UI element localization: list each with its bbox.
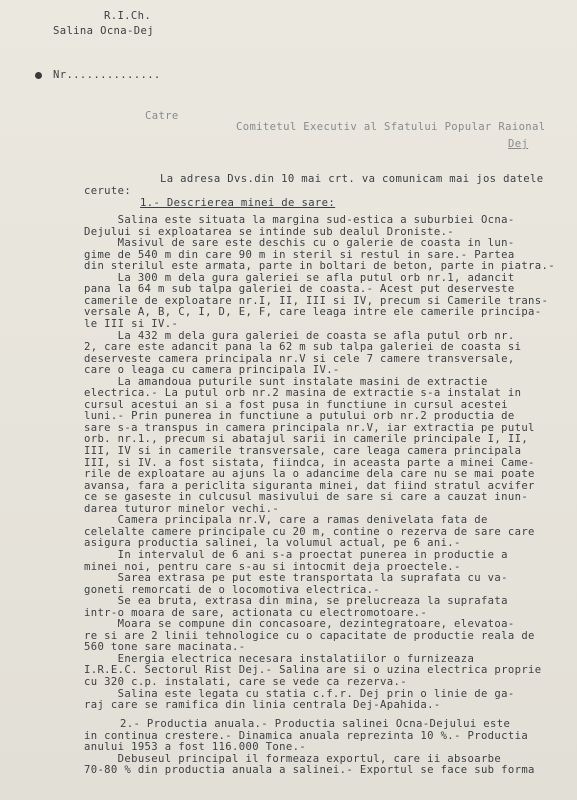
- body-line: Moara se compune din concasoare, dezintegratoare, elevatoa-: [84, 618, 515, 631]
- addressee-prefix: Catre: [145, 110, 179, 122]
- body-line: 560 tone sare macinata.-: [84, 641, 246, 654]
- intro-line-2: cerute:: [84, 185, 132, 197]
- section-2-line: in continua crestere.- Dinamica anuala reprezinta 10 %.- Productia: [84, 729, 529, 742]
- body-line: le III si IV.-: [84, 317, 179, 330]
- section-2-line: 70-80 % din productia anuala a salinei.- Exportul se face sub forma: [84, 764, 535, 777]
- body-line: III, si IV. a fost sistata, fiindca, in aceasta parte a minei Came-: [84, 456, 535, 469]
- body-line: celelalte camere principale cu 20 m, contine o rezerva de sare care: [84, 525, 535, 538]
- body-line: Energia electrica necesara instalatiilor o furnizeaza: [84, 652, 475, 665]
- body-line: III, IV si in camerile transversale, care leaga camera principala: [84, 445, 522, 457]
- body-line: Dejului si exploatarea se intinde sub dealul Droniste.-: [84, 225, 455, 238]
- body-line: La 300 m dela gura galeriei se afla putul orb nr.1, adancit: [84, 271, 515, 284]
- body-line: In intervalul de 6 ani s-a proectat punerea in productie a: [84, 548, 508, 561]
- body-line: darea tuturor minelor vechi.-: [84, 502, 280, 515]
- body-line: pana la 64 m sub talpa galeriei de coasta.- Acest put deserveste: [84, 283, 515, 296]
- body-line: versale A, B, C, I, D, E, F, care leaga intre ele camerile principa-: [84, 306, 542, 319]
- body-line: deserveste camera principala nr.V si cele 7 camere transversale,: [84, 352, 515, 365]
- body-line: Salina este situata la margina sud-estica a suburbiei Ocna-: [84, 214, 515, 226]
- addressee-name: Comitetul Executiv al Sfatului Popular Raional: [236, 121, 546, 133]
- body-line: din sterilul este armata, parte in boltari de beton, parte in piatra.-: [84, 260, 555, 273]
- body-line: Salina este legata cu statia c.f.r. Dej prin o linie de ga-: [84, 687, 515, 700]
- body-line: orb. nr.1., precum si abatajul sarii in camerile principale I, II,: [84, 433, 529, 446]
- intro-line-1: La adresa Dvs.din 10 mai crt. va comunicam mai jos datele: [160, 173, 544, 185]
- body-line: minei noi, pentru care s-au si intocmit deja proectele.-: [84, 560, 461, 573]
- body-line: Se ea bruta, extrasa din mina, se prelucreaza la suprafata: [84, 595, 508, 608]
- body-line: Masivul de sare este deschis cu o galerie de coasta in lun-: [84, 237, 515, 250]
- body-line: 2, care este adancit pana la 62 m sub talpa galeriei de coasta si: [84, 341, 522, 354]
- body-line: care o leaga cu camera principala IV.-: [84, 364, 340, 377]
- body-line: re si are 2 linii tehnologice cu o capacitate de productie reala de: [84, 629, 535, 642]
- body-line: I.R.E.C. Sectorul Rist Dej.- Salina are si o uzina electrica proprie: [84, 664, 542, 677]
- addressee-city: Dej: [508, 138, 529, 150]
- body-line: camerile de exploatare nr.I, II, III si IV, precum si Camerile trans-: [84, 294, 549, 307]
- body-line: goneti remorcati de o locomotiva electrica.-: [84, 583, 381, 596]
- body-line: ce se gaseste in culcusul masivului de sare si care a cauzat inun-: [84, 491, 529, 504]
- body-line: luni.- Prin punerea in functiune a putului orb nr.2 productia de: [84, 410, 515, 423]
- body-line: sare s-a transpus in camera principala nr.V, iar extractia pe putul: [84, 421, 535, 434]
- body-line: avansa, fara a periclita siguranta minei, dat fiind stratul acvifer: [84, 479, 535, 492]
- org-line-1: R.I.Ch.: [104, 10, 152, 22]
- section-1-title: 1.- Descrierea minei de sare:: [140, 197, 336, 209]
- body-line: raj care se ramifica din linia centrala Dej-Apahida.-: [84, 699, 441, 712]
- section-2-line: anului 1953 a fost 116.000 Tone.-: [84, 741, 307, 754]
- body-line: cursul acestui an si a fost pusa in functiune in cursul acestei: [84, 398, 508, 411]
- body-line: asigura productia salinei, la volumul actual, pe 6 ani.-: [84, 537, 461, 550]
- registration-number: Nr..............: [53, 69, 161, 81]
- body-line: Sarea extrasa pe put este transportata la suprafata cu va-: [84, 572, 508, 585]
- org-line-2: Salina Ocna-Dej: [53, 25, 154, 37]
- body-line: La amandoua puturile sunt instalate masini de extractie: [84, 375, 488, 388]
- section-2-heading-line: 2.- Productia anuala.- Productia salinei Ocna-Dejului este: [120, 718, 511, 730]
- body-line: intr-o moara de sare, actionata cu electromotoare.-: [84, 606, 428, 619]
- body-line: gime de 540 m din care 90 m in steril si restul in sare.- Partea: [84, 248, 515, 261]
- body-line: cu 320 c.p. instalati, care se vede ca rezerva.-: [84, 676, 407, 688]
- section-2-line: Debuseul principal il formeaza exportul, care ii absoarbe: [84, 752, 502, 765]
- body-line: La 432 m dela gura galeriei de coasta se afla putul orb nr.: [84, 329, 515, 342]
- punch-hole: [35, 72, 42, 79]
- body-line: electrica.- La putul orb nr.2 masina de extractie s-a instalat in: [84, 387, 522, 400]
- body-line: rile de exploatare au ajuns la o adancime dela care nu se mai poate: [84, 468, 535, 481]
- body-line: Camera principala nr.V, care a ramas denivelata fata de: [84, 514, 488, 527]
